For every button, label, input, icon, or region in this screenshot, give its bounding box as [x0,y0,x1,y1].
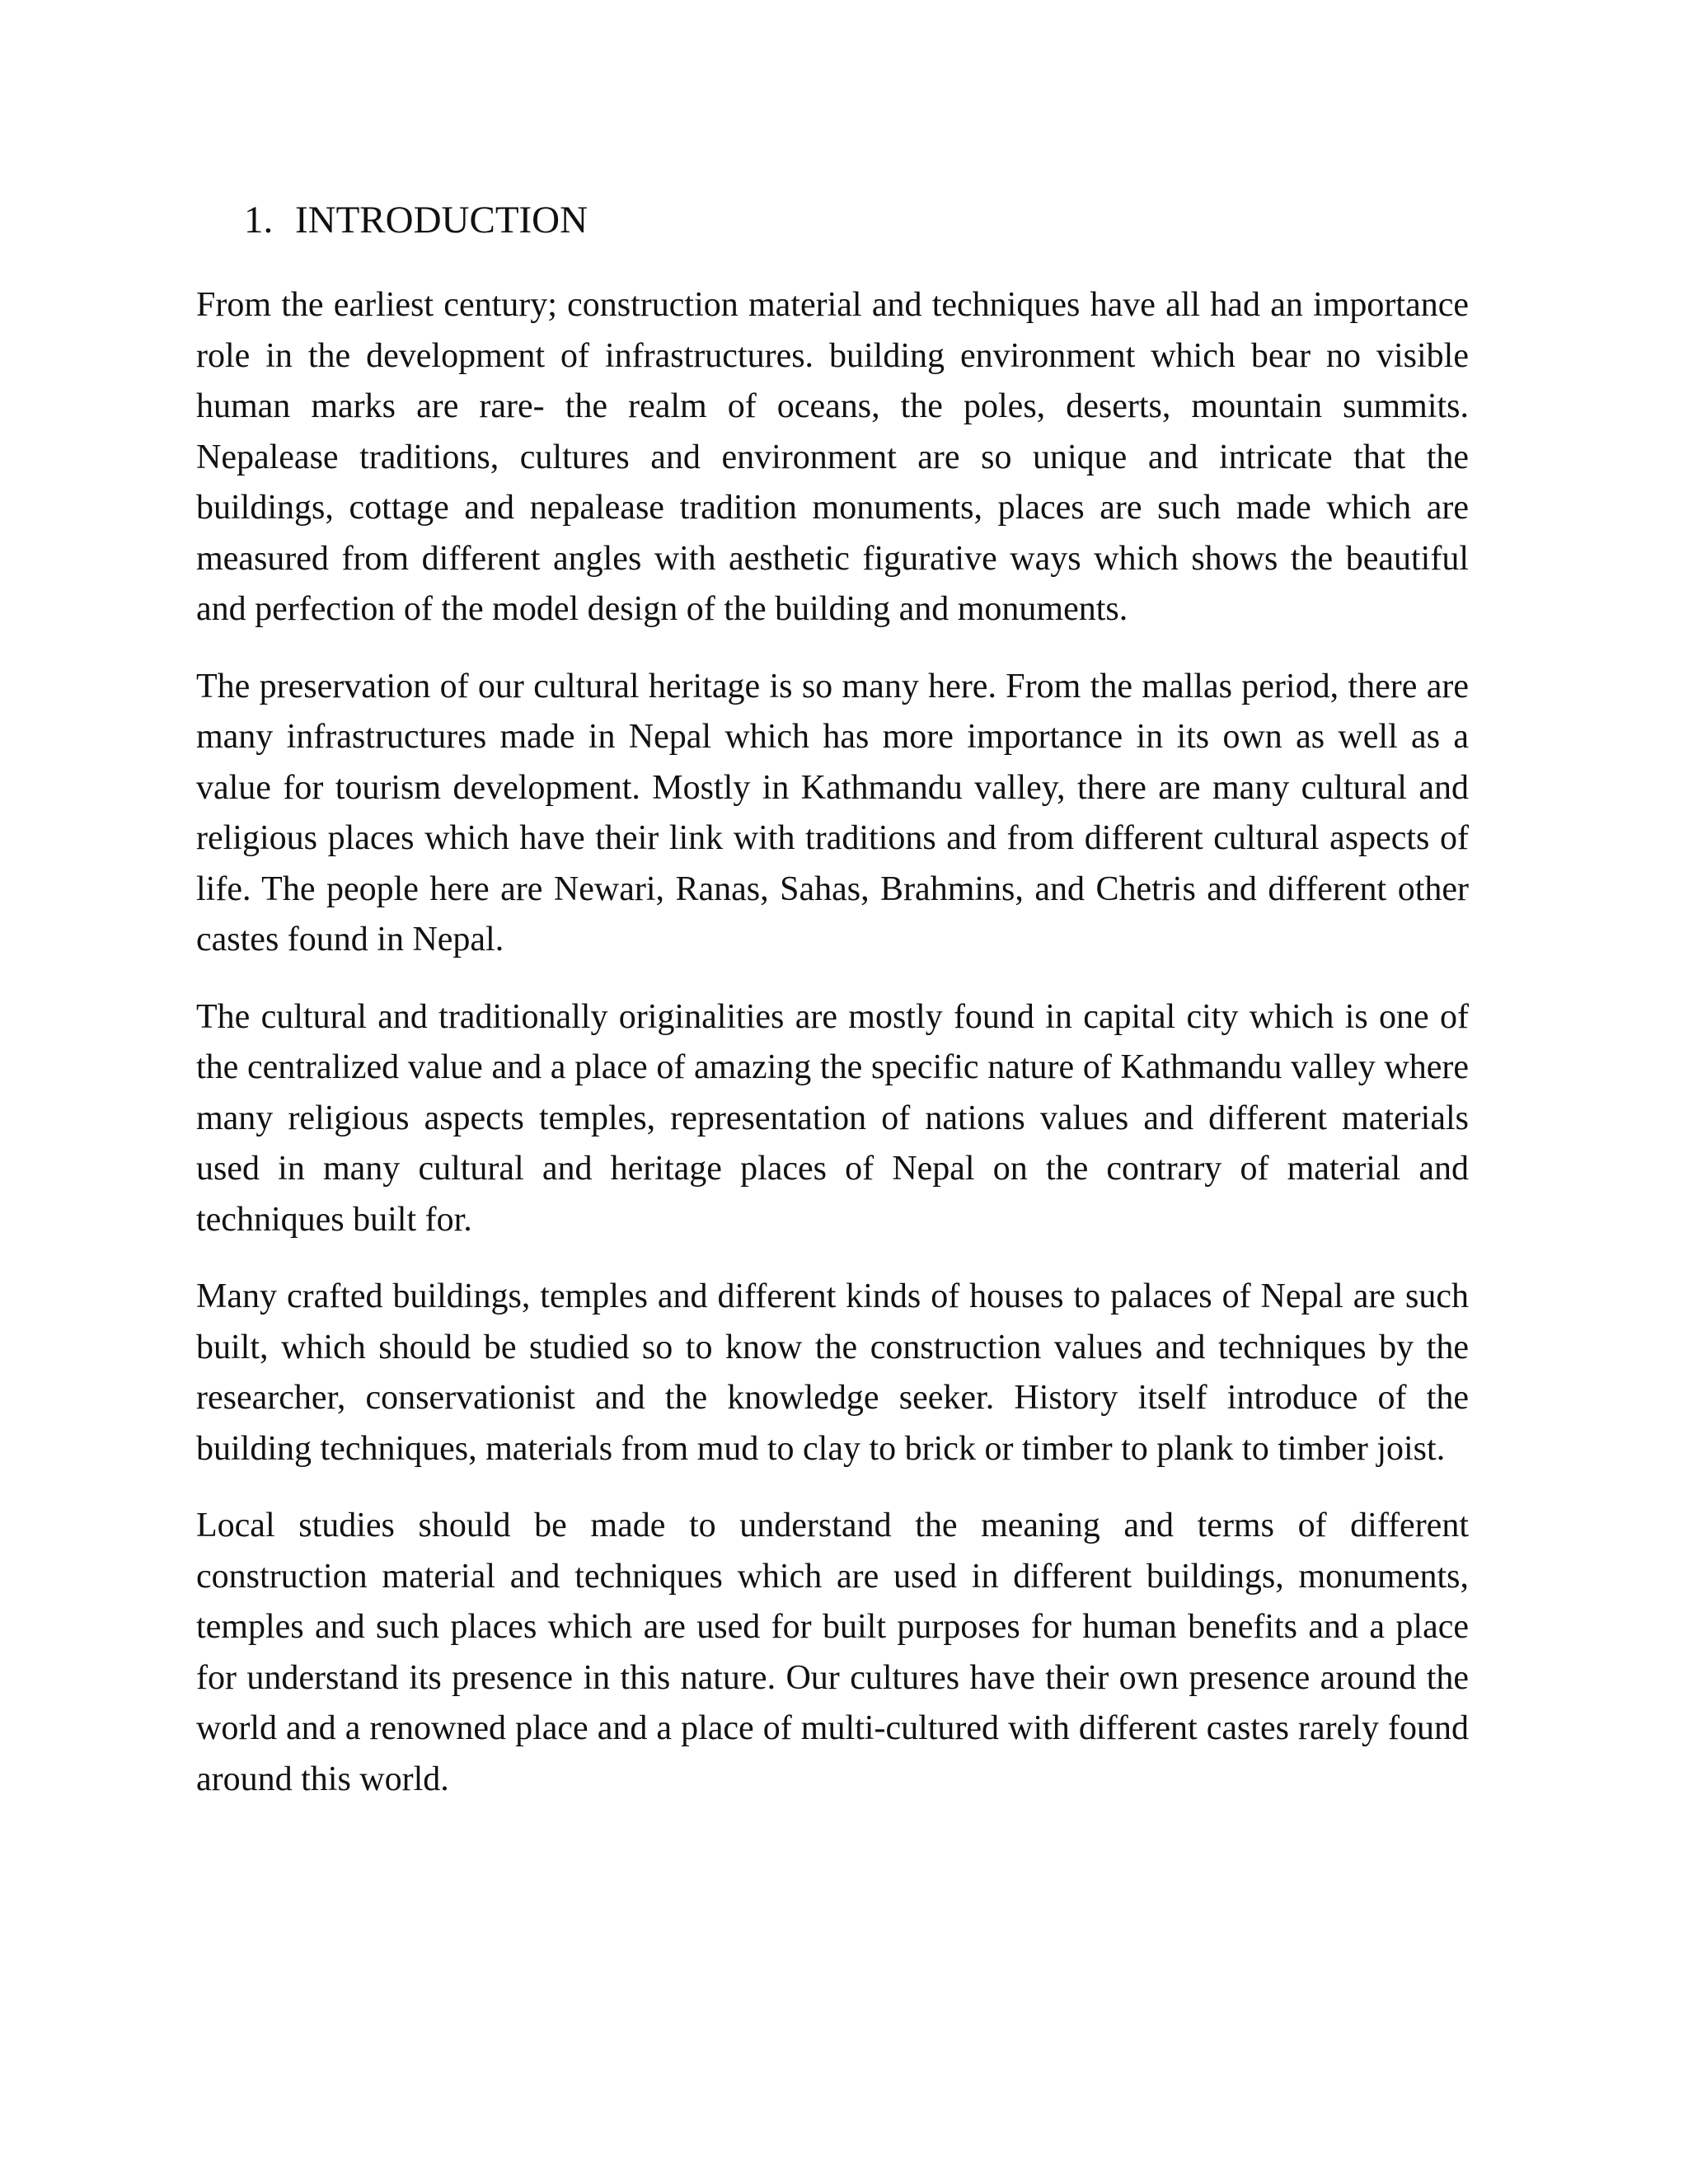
paragraph: Local studies should be made to understand the meaning and terms of different construction material and techniques which are used in different buildings, monuments, temples and such places which are used for built purposes for human benefits and a place for understand its presence in this nature. Our cultures have their own presence around the world and a renowned place and a place of multi-cultured with different castes rarely found around this world. [196,1507,1469,1798]
paragraph: The cultural and traditionally originalities are mostly found in capital city which is one of the centralized value and a place of amazing the specific nature of Kathmandu valley where many religious aspects temples, representation of nations values and different materials used in many cultural and heritage places of Nepal on the contrary of material and techniques built for. [196,997,1469,1239]
section-heading [244,194,588,246]
paragraph: Many crafted buildings, temples and different kinds of houses to palaces of Nepal are such built, which should be studied so to know the construction values and techniques by the researcher, conservationist and the knowledge seeker. History itself introduce of the building techniques, materials from mud to clay to brick or timber to plank to timber joist. [196,1277,1469,1468]
paragraph: From the earliest century; construction material and techniques have all had an importance role in the development of infrastructures. building environment which bear no visible human marks are rare- the realm of oceans, the poles, deserts, mountain summits. Nepalease traditions, cultures and environment are so unique and intricate that the buildings, cottage and nepalease tradition monuments, places are such made which are measured from different angles with aesthetic figurative ways which shows the beautiful and perfection of the model design of the building and monuments. [196,286,1469,628]
document-body [196,280,1469,1831]
section-title: INTRODUCTION [295,199,588,241]
section-number: 1. [244,199,274,241]
paragraph: The preservation of our cultural heritage is so many here. From the mallas period, there are many infrastructures made in Nepal which has more importance in its own as well as a value for tourism development. Mostly in Kathmandu valley, there are many cultural and religious places which have their link with traditions and from different cultural aspects of life. The people here are Newari, Ranas, Sahas, Brahmins, and Chetris and different other castes found in Nepal. [196,667,1469,958]
